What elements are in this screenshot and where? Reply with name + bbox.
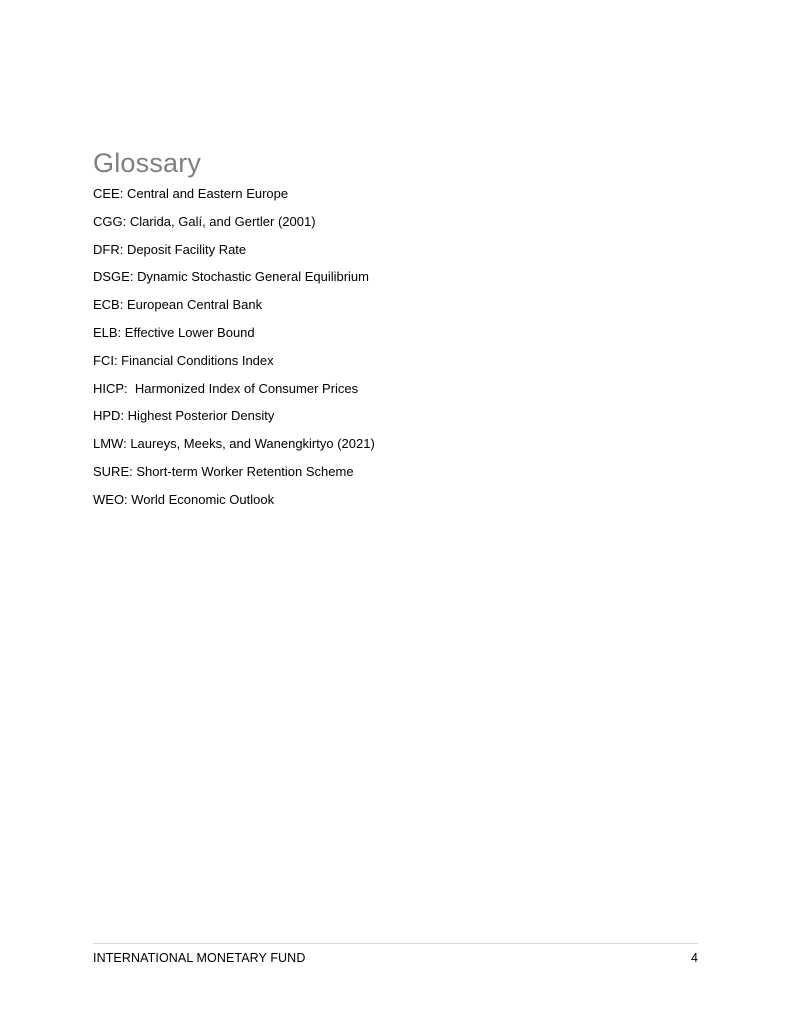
glossary-entry: CEE: Central and Eastern Europe bbox=[93, 186, 289, 201]
glossary-entry: DFR: Deposit Facility Rate bbox=[93, 241, 247, 257]
glossary-heading: Glossary bbox=[93, 148, 202, 178]
glossary-entry: FCI: Financial Conditions Index bbox=[93, 352, 274, 368]
page-number: 4 bbox=[691, 951, 698, 965]
glossary-entry: CGG: Clarida, Galí, and Gertler (2001) bbox=[93, 213, 316, 229]
footer-divider bbox=[93, 943, 698, 944]
glossary-entry: ECB: European Central Bank bbox=[93, 297, 263, 313]
glossary-entry: WEO: World Economic Outlook bbox=[93, 491, 275, 507]
glossary-entry: HICP: Harmonized Index of Consumer Prices bbox=[93, 380, 359, 396]
footer-organization: INTERNATIONAL MONETARY FUND bbox=[93, 951, 306, 965]
glossary-list bbox=[93, 184, 375, 518]
glossary-entry: DSGE: Dynamic Stochastic General Equilibrium bbox=[93, 269, 369, 285]
glossary-entry: SURE: Short-term Worker Retention Scheme bbox=[93, 463, 354, 479]
glossary-entry: HPD: Highest Posterior Density bbox=[93, 408, 275, 424]
glossary-entry: LMW: Laureys, Meeks, and Wanengkirtyo (2021) bbox=[93, 436, 375, 452]
glossary-entry: ELB: Effective Lower Bound bbox=[93, 324, 255, 340]
